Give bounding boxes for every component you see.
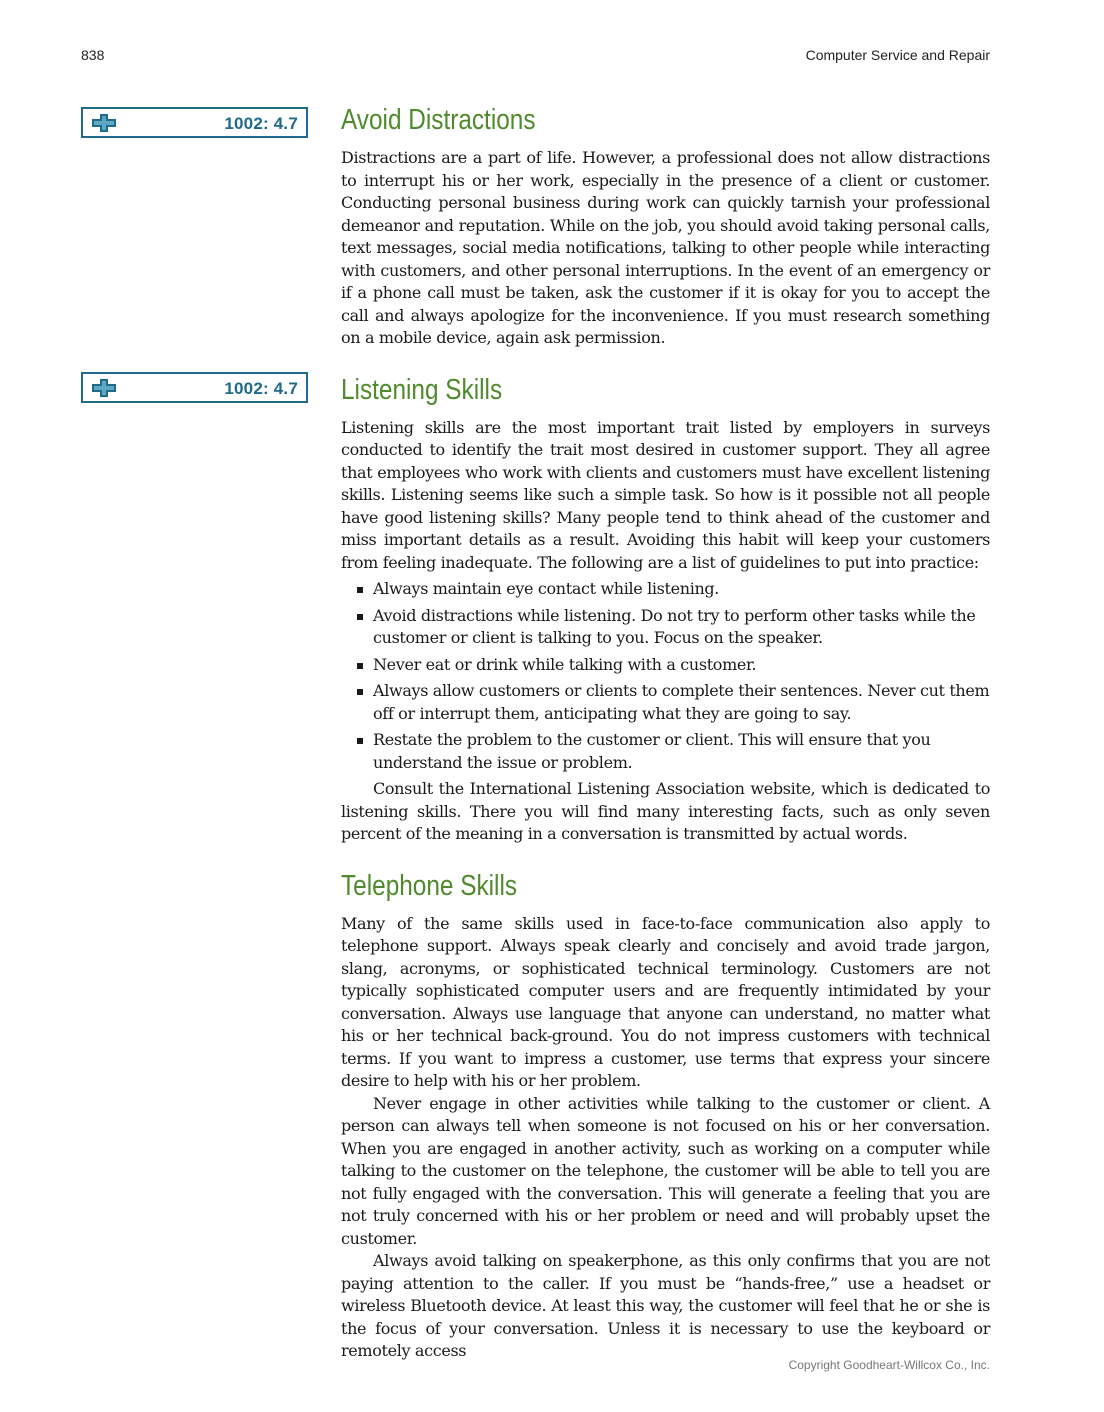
- main-content: [341, 100, 990, 1383]
- body-paragraph: Consult the International Listening Association website, which is dedicated to listening skills. There you will find many interesting facts, such as only seven percent of the meaning in a conversation is transmitted by actual words.: [341, 779, 990, 843]
- medical-cross-icon: [92, 114, 116, 132]
- list-item: Always maintain eye contact while listening.: [373, 578, 990, 601]
- body-paragraph: Always avoid talking on speakerphone, as this only confirms that you are not paying attention to the caller. If you must be “hands-free,” use a headset or wireless Bluetooth device. At least this way, the customer will feel that he or she is the focus of your conversation. Unless it is necessary to use the keyboard or remotely access: [341, 1251, 990, 1360]
- list-item: Never eat or drink while talking with a customer.: [373, 654, 990, 677]
- section-telephone-skills: [341, 866, 990, 1363]
- body-paragraph: Many of the same skills used in face-to-face communication also apply to telephone support. Always speak clearly and concisely and avoid trade jargon, slang, acronyms, or sophisticated technical terminology. Customers are not typically sophisticated computer users and are frequently intimidated by your conversation. Always use language that anyone can understand, no matter what his or her technical back-ground. You do not impress customers with technical terms. If you want to impress a customer, use terms that express your sincere desire to help with his or her problem.: [341, 913, 990, 1090]
- objective-code: 1002: 4.7: [224, 114, 298, 133]
- section-avoid-distractions: [341, 100, 990, 350]
- copyright-footer: Copyright Goodheart-Willcox Co., Inc.: [788, 1358, 990, 1372]
- section-heading: Telephone Skills: [341, 869, 518, 902]
- list-item: Avoid distractions while listening. Do not try to perform other tasks while the customer or client is talking to you. Focus on the speaker.: [373, 605, 990, 650]
- running-title: Computer Service and Repair: [805, 47, 990, 63]
- guidelines-list: [341, 578, 990, 774]
- objective-badge: [81, 107, 308, 138]
- section-heading: Avoid Distractions: [341, 104, 536, 136]
- objective-badge: [81, 372, 308, 403]
- body-paragraph: Never engage in other activities while talking to the customer or client. A person can always tell when someone is not focused on his or her conversation. When you are engaged in another activity, such as working on a computer while talking to the customer on the telephone, the customer will be able to tell you are not fully engaged with the conversation. This will generate a feeling that you are not truly concerned with his or her problem or need and will probably upset the customer.: [341, 1093, 990, 1248]
- section-heading: Listening Skills: [341, 373, 503, 406]
- page-number: 838: [81, 47, 105, 63]
- objective-code: 1002: 4.7: [224, 379, 298, 398]
- section-listening-skills: [341, 370, 990, 846]
- medical-cross-icon: [92, 379, 116, 397]
- body-paragraph: Distractions are a part of life. However, a professional does not allow distractions to interrupt his or her work, especially in the presence of a client or customer. Conducting personal business during work can quickly tarnish your professional demeanor and reputation. While on the job, you should avoid taking personal calls, text messages, social media notifications, talking to other people while interacting with customers, and other personal interruptions. In the event of an emergency or if a phone call must be taken, ask the customer if it is okay for you to accept the call and always apologize for the inconvenience. If you must research something on a mobile device, again ask permission.: [341, 148, 990, 347]
- list-item: Restate the problem to the customer or client. This will ensure that you understand the issue or problem.: [373, 729, 990, 774]
- list-item: Always allow customers or clients to complete their sentences. Never cut them off or interrupt them, anticipating what they are going to say.: [373, 680, 990, 725]
- page-header: [81, 47, 990, 67]
- body-paragraph: Listening skills are the most important trait listed by employers in surveys conducted to identify the trait most desired in customer support. They all agree that employees who work with clients and customers must have excellent listening skills. Listening seems like such a simple task. So how is it possible not all people have good listening skills? Many people tend to think ahead of the customer and miss important details as a result. Avoiding this habit will keep your customers from feeling inadequate. The following are a list of guidelines to put into practice:: [341, 417, 990, 572]
